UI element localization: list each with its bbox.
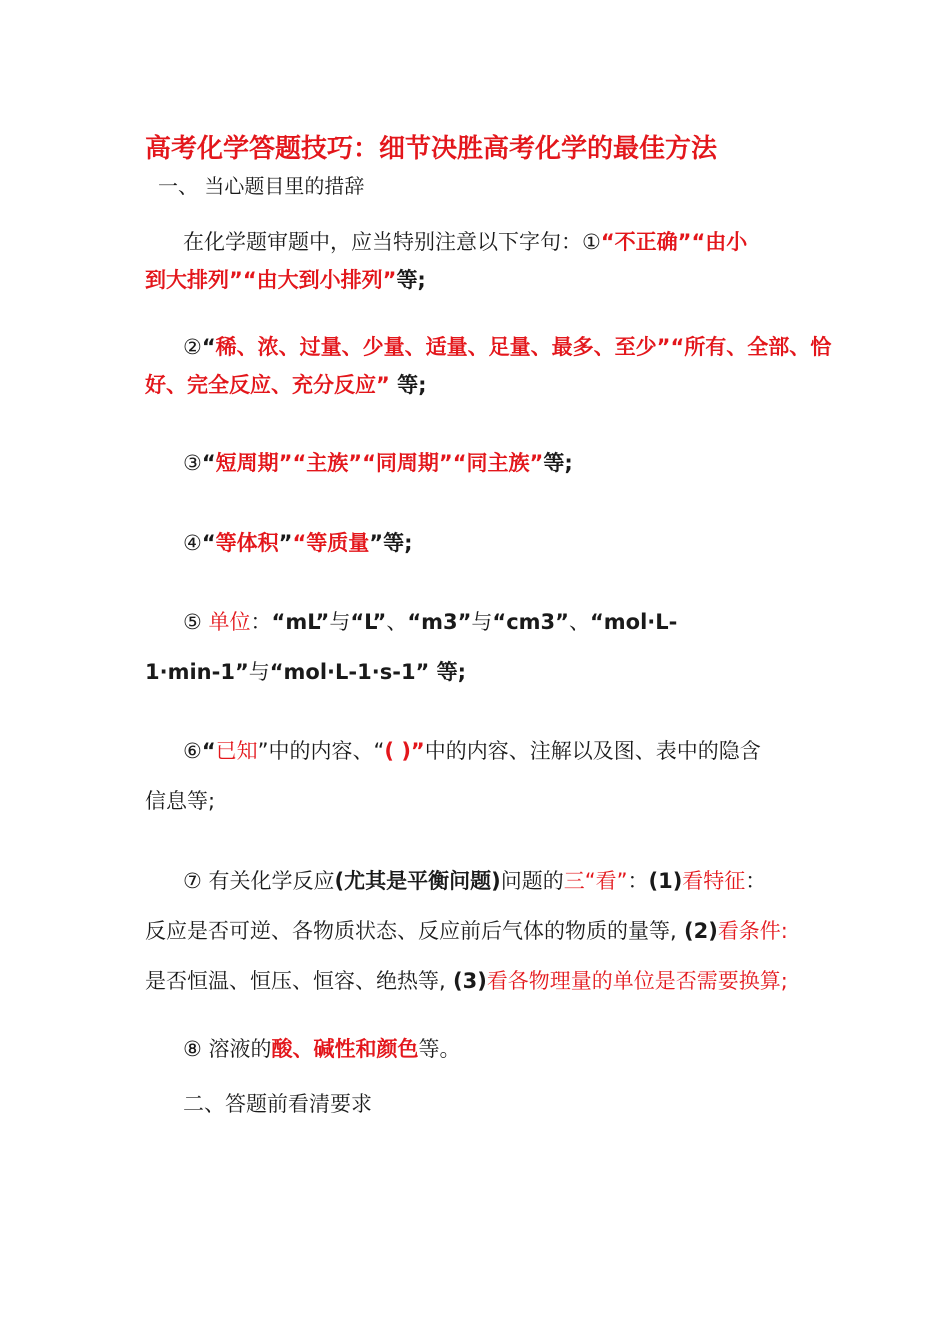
keyword: 看特征 <box>682 869 746 893</box>
intro-line-1 <box>183 232 747 253</box>
text: 、 <box>386 610 408 634</box>
text: (1) <box>648 869 683 893</box>
item-7-line-3 <box>145 971 788 992</box>
item-number: ⑥ <box>183 739 202 763</box>
keyword: 酸、碱性和颜色 <box>271 1037 419 1061</box>
quote: ” <box>656 335 671 359</box>
text: 等; <box>429 660 467 684</box>
keyword: 所有、全部、恰 <box>684 335 832 359</box>
keyword: 同主族 <box>466 451 530 475</box>
keyword: 由小 <box>705 230 748 254</box>
keyword: 主族 <box>306 451 349 475</box>
unit: “mol·L-1·s-1” <box>269 660 430 684</box>
quote: ” <box>529 451 544 475</box>
text: 反应是否可逆、各物质状态、反应前后气体的物质的量等, <box>145 919 677 943</box>
keyword: 三“看” <box>563 869 628 893</box>
item-8-line <box>183 1039 461 1060</box>
text: 等; <box>389 373 427 397</box>
text: 、 <box>568 610 590 634</box>
text: ”中的内容、“ <box>257 739 385 763</box>
keyword: 单位 <box>208 610 251 634</box>
quote: “ <box>201 335 216 359</box>
text: 在化学题审题中，应当特别注意以下字句：① <box>183 230 601 254</box>
quote: ” <box>376 373 390 397</box>
page-title: 高考化学答题技巧：细节决胜高考化学的最佳方法 <box>145 134 718 164</box>
text: 与 <box>471 610 493 634</box>
item-number: ② <box>183 335 202 359</box>
text: ： <box>627 869 649 893</box>
quote: “ <box>600 230 615 254</box>
text: 等; <box>543 451 573 475</box>
text: 问题的 <box>500 869 564 893</box>
item-number: ④ <box>183 531 202 555</box>
quote: ” <box>348 451 363 475</box>
unit: 1·min-1” <box>145 660 249 684</box>
keyword: 同周期 <box>375 451 439 475</box>
item-4-line <box>183 533 412 554</box>
quote: ” <box>382 268 397 292</box>
quote: “ <box>362 451 376 475</box>
text: 等。 <box>418 1037 461 1061</box>
item-2-line-1 <box>183 337 831 358</box>
unit: “mL” <box>271 610 330 634</box>
quote: “ <box>452 451 467 475</box>
text: 中的内容、注解以及图、表中的隐含 <box>424 739 761 763</box>
item-7-line-2 <box>145 921 788 942</box>
section-heading-1: 一、 当心题目里的措辞 <box>158 174 365 198</box>
quote: ” <box>229 268 243 292</box>
keyword: 到大排列 <box>145 268 229 292</box>
text: 溶液的 <box>208 1037 272 1061</box>
quote: “ <box>201 451 216 475</box>
text: 等; <box>396 268 426 292</box>
keyword: 看条件: <box>717 919 788 943</box>
text: (3) <box>445 969 487 993</box>
keyword: 已知 <box>215 739 258 763</box>
item-7-line-1 <box>183 871 766 892</box>
item-6-line-2 <box>145 791 215 812</box>
item-number: ⑤ <box>183 610 209 634</box>
unit: “L” <box>350 610 387 634</box>
text: 与 <box>248 660 270 684</box>
text: 等; <box>383 531 413 555</box>
quote: “ <box>201 739 216 763</box>
quote: “ <box>670 335 685 359</box>
quote: “ <box>292 531 307 555</box>
text: (2) <box>676 919 718 943</box>
item-2-line-2 <box>145 375 427 396</box>
quote: ” <box>369 531 384 555</box>
item-6-line-1 <box>183 741 761 762</box>
item-number: ⑧ <box>183 1037 209 1061</box>
quote: ” <box>410 739 425 763</box>
keyword: 稀、浓、过量、少量、适量、足量、最多、至少 <box>215 335 657 359</box>
keyword: 由大到小排列 <box>256 268 383 292</box>
keyword: 看各物理量的单位是否需要换算; <box>486 969 788 993</box>
text: 有关化学反应 <box>208 869 335 893</box>
text: ： <box>745 869 767 893</box>
item-5-line-2 <box>145 662 466 683</box>
text: 是否恒温、恒压、恒容、绝热等, <box>145 969 446 993</box>
text: 信息等; <box>145 789 216 813</box>
item-number: ③ <box>183 451 202 475</box>
keyword: 等质量 <box>306 531 370 555</box>
keyword: 不正确 <box>614 230 678 254</box>
text: 与 <box>329 610 351 634</box>
text: (尤其是平衡问题) <box>334 869 501 893</box>
quote: ” <box>278 451 293 475</box>
unit: “m3” <box>407 610 472 634</box>
keyword: 好、完全反应、充分反应 <box>145 373 376 397</box>
keyword: 等体积 <box>215 531 279 555</box>
quote: ” <box>278 531 293 555</box>
quote: “ <box>242 268 257 292</box>
quote: ” <box>438 451 453 475</box>
quote: “ <box>201 531 216 555</box>
section-heading-2: 二、答题前看清要求 <box>183 1092 372 1116</box>
quote: ” <box>677 230 692 254</box>
item-number: ⑦ <box>183 869 209 893</box>
intro-line-2 <box>145 270 426 291</box>
unit: “cm3” <box>492 610 569 634</box>
unit: “mol·L- <box>589 610 678 634</box>
text: ： <box>250 610 272 634</box>
quote: “ <box>691 230 706 254</box>
quote: “ <box>292 451 307 475</box>
item-5-line-1 <box>183 612 677 633</box>
item-3-line <box>183 453 573 474</box>
keyword: 短周期 <box>215 451 279 475</box>
keyword: ( ) <box>384 739 411 763</box>
